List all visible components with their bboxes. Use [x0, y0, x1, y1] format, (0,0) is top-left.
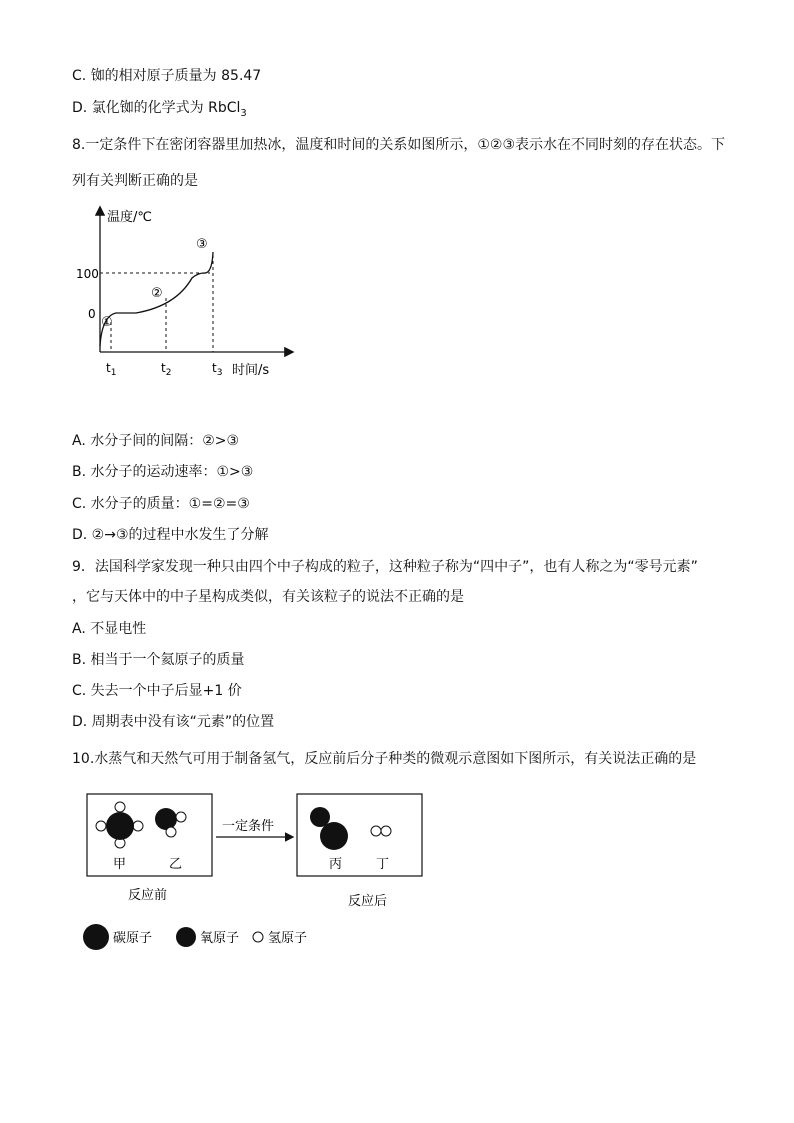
hydrogen-molecule: [371, 826, 391, 836]
q8-option-d: D. ②→③的过程中水发生了分解: [72, 527, 269, 543]
q8-option-c: C. 水分子的质量：①=②=③: [72, 496, 250, 512]
state-3-label: ③: [196, 237, 208, 252]
t3-label: $t_3$: [212, 361, 223, 378]
t1-label: $t_1$: [106, 361, 117, 378]
state-1-label: ①: [101, 315, 113, 330]
q10-stem: 10.水蒸气和天然气可用于制备氢气，反应前后分子种类的微观示意图如下图所示，有关说法正确的是: [72, 751, 697, 767]
option-label: D.: [72, 100, 88, 116]
q9-option-d: D. 周期表中没有该“元素”的位置: [72, 714, 275, 730]
option-label: C.: [72, 68, 87, 84]
after-reaction-box: [297, 794, 422, 876]
t2-label: $t_2$: [161, 361, 172, 378]
option-text: 铷的相对原子质量为 85.47: [90, 68, 262, 84]
product-2-label: 丁: [376, 857, 390, 872]
legend-oxygen-label: 氧原子: [200, 931, 240, 946]
y-axis-label: 温度/℃: [107, 210, 152, 225]
y-tick-100: 100: [76, 267, 99, 281]
hydrogen-atom-icon: [253, 932, 263, 942]
carbon-monoxide-molecule: [310, 807, 348, 850]
state-2-label: ②: [151, 286, 163, 301]
q8-option-b: B. 水分子的运动速率：①>③: [72, 464, 254, 480]
subscript: 3: [240, 107, 247, 119]
oxygen-atom-icon: [176, 927, 196, 947]
reactant-2-label: 乙: [169, 857, 183, 872]
methane-molecule: [96, 802, 143, 848]
legend-carbon-label: 碳原子: [113, 931, 153, 946]
q8-stem-line2: 列有关判断正确的是: [72, 173, 198, 189]
q7-option-c: [72, 67, 261, 85]
reaction-condition: 一定条件: [222, 819, 275, 834]
after-caption: 反应后: [348, 894, 388, 909]
q9-option-c: C. 失去一个中子后显+1 价: [72, 683, 242, 699]
q8-stem-line1: 8.一定条件下在密闭容器里加热冰，温度和时间的关系如图所示，①②③表示水在不同时刻的存在状态。下: [72, 137, 726, 153]
q7-option-d: [72, 99, 247, 123]
q9-option-b: B. 相当于一个氦原子的质量: [72, 652, 245, 668]
reaction-diagram: [80, 788, 440, 958]
before-reaction-box: [87, 794, 212, 876]
water-molecule: [155, 808, 186, 837]
product-1-label: 丙: [329, 857, 343, 872]
q9-option-a: A. 不显电性: [72, 621, 147, 637]
legend-hydrogen-label: 氢原子: [268, 931, 308, 946]
y-tick-0: 0: [88, 307, 96, 321]
q9-stem-line2: ，它与天体中的中子星构成类似，有关该粒子的说法不正确的是: [72, 589, 464, 605]
temperature-time-graph: [70, 200, 310, 380]
carbon-atom-icon: [83, 924, 109, 950]
q9-stem-line1: 9．法国科学家发现一种只由四个中子构成的粒子，这种粒子称为“四中子”，也有人称之为“零号元素”: [72, 559, 698, 575]
x-axis-label: 时间/s: [232, 363, 270, 378]
legend: [83, 924, 307, 950]
before-caption: 反应前: [128, 888, 168, 903]
q8-option-a: A. 水分子间的间隔：②>③: [72, 433, 240, 449]
reactant-1-label: 甲: [113, 857, 127, 872]
option-text: 氯化铷的化学式为 RbCl: [91, 100, 241, 116]
